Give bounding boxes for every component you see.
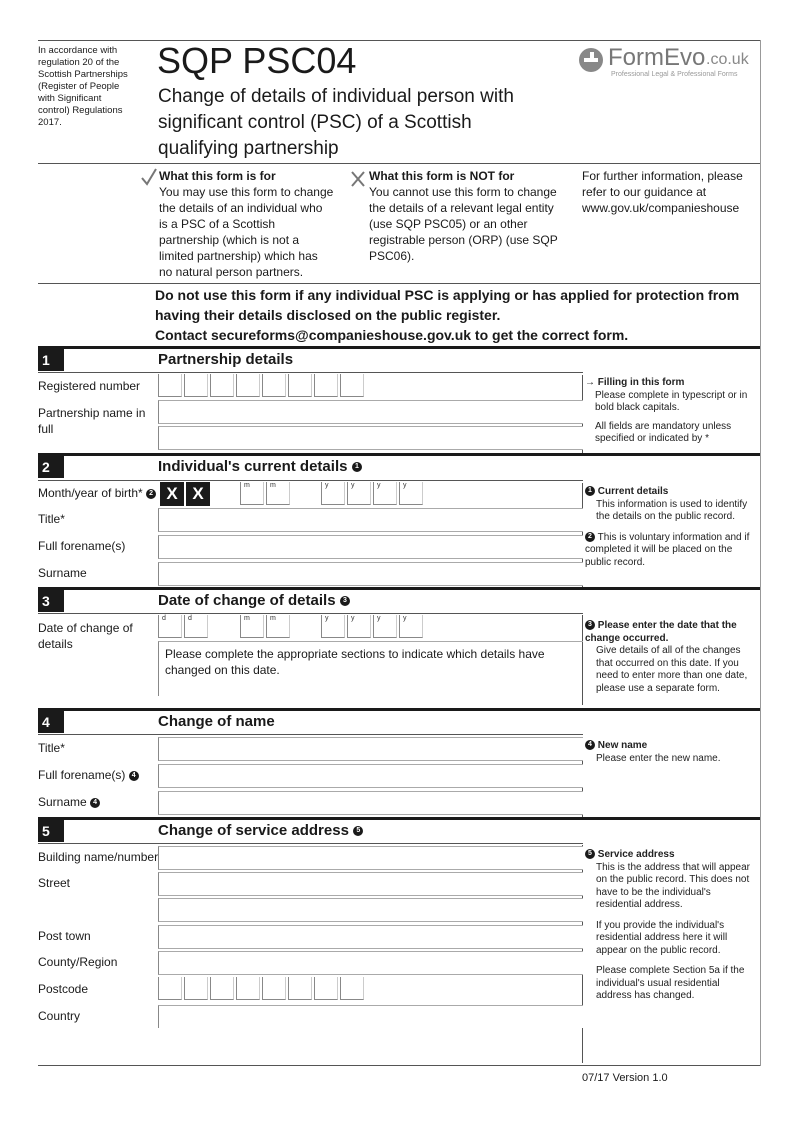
s2-help1-text: This information is used to identify the details on the public record. (596, 498, 748, 522)
county-label: County/Region (38, 955, 118, 969)
building-label: Building name/number (38, 850, 159, 864)
s2-help2: 2 This is voluntary information and if completed it will be placed on the public record. (585, 531, 750, 568)
s4-help-text: Please enter the new name. (596, 752, 721, 764)
logo-name: FormEvo (608, 44, 706, 71)
section-5-number: 5 (38, 820, 64, 842)
warning-line1: Do not use this form if any individual PSC is applying or has applied for protection from having their details disclosed on the public register. (155, 287, 740, 323)
day-x-box: X (160, 482, 184, 506)
year-box[interactable]: y (399, 482, 423, 505)
section-1-title: Partnership details (158, 351, 294, 368)
section-3-number: 3 (38, 590, 64, 612)
section-4-number: 4 (38, 711, 64, 733)
reg-box[interactable] (288, 374, 312, 397)
year-box[interactable]: y (399, 615, 423, 638)
current-forename-label: Full forename(s) (38, 539, 126, 553)
month-box[interactable]: m (240, 482, 264, 505)
reg-box[interactable] (340, 374, 364, 397)
note-1-icon: 1 (352, 462, 362, 472)
reg-box[interactable] (210, 374, 234, 397)
year-box[interactable]: y (321, 615, 345, 638)
postcode-box[interactable] (184, 977, 208, 1000)
reg-box[interactable] (262, 374, 286, 397)
arrow-icon: → (585, 377, 595, 388)
post-town-field[interactable] (158, 925, 583, 949)
current-title-field[interactable] (158, 508, 583, 532)
s5-help-text2: If you provide the individual's residential address here it will appear on the public record. (596, 919, 728, 956)
year-box[interactable]: y (321, 482, 345, 505)
form-title: Change of details of individual person with significant control (PSC) of a Scottish qualifying partnership (158, 86, 514, 159)
cross-icon (350, 170, 366, 188)
s2-help1-title: 1 Current details (585, 486, 757, 499)
form-code: SQP PSC04 (157, 40, 357, 81)
formevo-logo (578, 44, 758, 84)
section-2-number: 2 (38, 456, 64, 478)
date-change-label: Date of change of details (38, 621, 133, 651)
info-text: For further information, please refer to our guidance at www.gov.uk/companieshouse (582, 169, 743, 215)
s4-help-title: 4 New name (585, 740, 757, 753)
s1-help-text1: Please complete in typescript or in bold black capitals. (595, 389, 748, 413)
for-title: What this form is for (159, 169, 276, 183)
s5-help-text1: This is the address that will appear on the public record. This does not have to be the individual's residential address. (596, 861, 750, 910)
new-forename-label: Full forename(s) 4 (38, 768, 139, 782)
note-3-icon: 3 (340, 596, 350, 606)
street-label: Street (38, 876, 71, 890)
footer-version: 07/17 Version 1.0 (582, 1072, 668, 1084)
current-surname-label: Surname (38, 566, 87, 580)
current-surname-field[interactable] (158, 562, 583, 586)
country-field[interactable] (158, 1005, 583, 1028)
note-4-icon: 4 (129, 771, 139, 781)
s1-help-title: → Filling in this form (585, 377, 685, 388)
postcode-box[interactable] (340, 977, 364, 1000)
reg-box[interactable] (236, 374, 260, 397)
checkmark-icon (141, 168, 157, 186)
street-field-2[interactable] (158, 898, 583, 922)
new-surname-label: Surname 4 (38, 795, 100, 809)
dob-label: Month/year of birth* 2 (38, 486, 156, 500)
postcode-label: Postcode (38, 982, 89, 996)
postcode-box[interactable] (288, 977, 312, 1000)
new-surname-field[interactable] (158, 791, 583, 815)
month-box[interactable]: m (266, 615, 290, 638)
month-box[interactable]: m (240, 615, 264, 638)
partnership-name-field-2[interactable] (158, 426, 583, 450)
reg-box[interactable] (184, 374, 208, 397)
current-title-label: Title* (38, 512, 65, 526)
reg-box[interactable] (314, 374, 338, 397)
not-for-title: What this form is NOT for (369, 169, 515, 183)
street-field-1[interactable] (158, 872, 583, 896)
year-box[interactable]: y (373, 615, 397, 638)
month-box[interactable]: m (266, 482, 290, 505)
year-box[interactable]: y (347, 482, 371, 505)
section-4-title: Change of name (158, 713, 275, 730)
year-box[interactable]: y (373, 482, 397, 505)
year-box[interactable]: y (347, 615, 371, 638)
legal-note: In accordance with regulation 20 of the Scottish Partnerships (Register of People with Significant control) Regulations 2017. (38, 45, 128, 128)
postcode-box[interactable] (236, 977, 260, 1000)
s3-help-text: Give details of all of the changes that occurred on this date. If you need to enter more than one date, please use a separate form. (596, 645, 748, 694)
warning-line2: Contact secureforms@companieshouse.gov.uk to get the correct form. (155, 327, 629, 343)
county-field[interactable] (158, 951, 583, 975)
section-3-note: Please complete the appropriate sections to indicate which details have changed on this date. (158, 641, 583, 696)
section-3-title: Date of change of details (158, 592, 336, 609)
logo-suffix: .co.uk (706, 51, 749, 68)
day-box[interactable]: d (158, 615, 182, 638)
partnership-name-label: Partnership name in full (38, 406, 146, 436)
new-forename-field[interactable] (158, 764, 583, 788)
postcode-box[interactable] (314, 977, 338, 1000)
day-x-box: X (186, 482, 210, 506)
section-1-number: 1 (38, 349, 64, 371)
formevo-logo-icon (578, 47, 604, 73)
postcode-box[interactable] (262, 977, 286, 1000)
current-forename-field[interactable] (158, 535, 583, 559)
for-text: You may use this form to change the details of an individual who is a PSC of a Scottish partnership (which is not a limited partnership) which has no natural person partners. (159, 185, 334, 279)
logo-tagline: Professional Legal & Professional Forms (611, 71, 738, 78)
day-box[interactable]: d (184, 615, 208, 638)
postcode-box[interactable] (158, 977, 182, 1000)
not-for-text: You cannot use this form to change the details of a relevant legal entity (use SQP PSC05) or an other registrable person (ORP) (use SQP PSC06). (369, 185, 558, 263)
post-town-label: Post town (38, 929, 91, 943)
s3-help-title: 3 Please enter the date that the change occurred. (585, 620, 737, 644)
s5-help-text3: Please complete Section 5a if the individual's usual residential address has changed. (596, 965, 745, 1001)
country-label: Country (38, 1009, 81, 1023)
building-field[interactable] (158, 846, 583, 870)
new-title-field[interactable] (158, 737, 583, 761)
new-title-label: Title* (38, 741, 65, 755)
note-2-icon: 2 (146, 489, 156, 499)
partnership-name-field-1[interactable] (158, 400, 583, 424)
reg-box[interactable] (158, 374, 182, 397)
section-2-title: Individual's current details (158, 458, 348, 475)
note-5-icon: 5 (353, 826, 363, 836)
s5-help-title: 5 Service address (585, 849, 757, 862)
postcode-box[interactable] (210, 977, 234, 1000)
note-4-icon: 4 (90, 798, 100, 808)
section-5-title: Change of service address (158, 822, 349, 839)
registered-number-label: Registered number (38, 379, 141, 393)
s1-help-text2: All fields are mandatory unless specified or indicated by * (595, 420, 732, 444)
